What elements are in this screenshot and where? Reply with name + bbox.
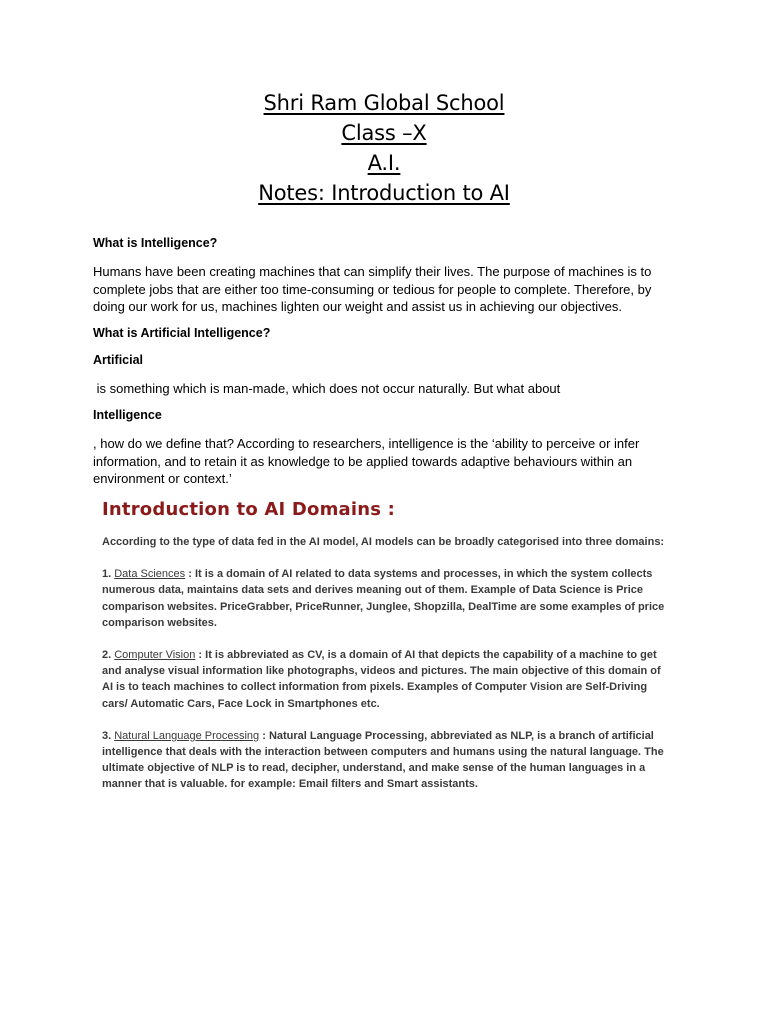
domain-name-computer-vision: Computer Vision — [114, 649, 196, 662]
subject-name: A.I. — [367, 151, 401, 175]
domains-intro: According to the type of data fed in the AI model, AI models can be broadly categorised into three domains: — [102, 536, 665, 548]
q1-body: Humans have been creating machines that can simplify their lives. The purpose of machines is to complete jobs that are either too time-consuming or tedious for people to complete. Therefore, by doing our work for us, machines lighten our weight and assist us in achieving our objectives. — [93, 264, 652, 314]
domain-description: : Natural Language Processing, abbreviated as NLP, is a branch of artificial intelligence that deals with the interaction between computers and humans using the natural language. The ultimate objective of NLP is to read, decipher, understand, and make sense of the human languages in a manner that is valuable. for example: Email filters and Smart assistants. — [102, 729, 664, 791]
domain-name-nlp: Natural Language Processing — [114, 729, 260, 742]
document-title-block — [0, 88, 768, 208]
domain-item-computer-vision — [102, 647, 672, 712]
domain-number: 1. — [102, 568, 115, 581]
q1-heading: What is Intelligence? — [93, 236, 218, 250]
domains-title: Introduction to AI Domains : — [102, 499, 396, 520]
domain-item-data-sciences — [102, 566, 672, 631]
domain-number: 2. — [102, 649, 115, 662]
intelligence-label: Intelligence — [93, 408, 162, 422]
school-name: Shri Ram Global School — [263, 91, 505, 115]
domain-description: : It is a domain of AI related to data systems and processes, in which the system collects numerous data, maintains data sets and derives meaning out of them. Example of Data Science is Price comparison websites. PriceGrabber, PriceRunner, Junglee, Shopzilla, DealTime are some examples of price comparison websites. — [102, 568, 665, 629]
domain-number: 3. — [102, 729, 115, 742]
ai-domains-section — [102, 497, 672, 793]
artificial-label: Artificial — [93, 353, 144, 367]
intelligence-body: , how do we define that? According to researchers, intelligence is the ‘ability to perceive or infer information, and to retain it as knowledge to be applied towards adaptive behaviours within an environment or context.’ — [93, 436, 640, 486]
domain-name-data-sciences: Data Sciences — [114, 568, 186, 581]
domain-description: : It is abbreviated as CV, is a domain of AI that depicts the capability of a machine to get and analyse visual information like photographs, videos and pictures. The main objective of this domain of AI is to teach machines to collect information from pixels. Examples of Computer Vision are Self-Driving cars/ Automatic Cars, Face Lock in Smartphones etc. — [102, 649, 661, 710]
domain-item-nlp — [102, 728, 672, 793]
notes-title: Notes: Introduction to AI — [258, 181, 510, 205]
artificial-body: is something which is man-made, which does not occur naturally. But what about — [93, 381, 561, 396]
q2-heading: What is Artificial Intelligence? — [93, 326, 271, 340]
class-name: Class –X — [341, 121, 427, 145]
